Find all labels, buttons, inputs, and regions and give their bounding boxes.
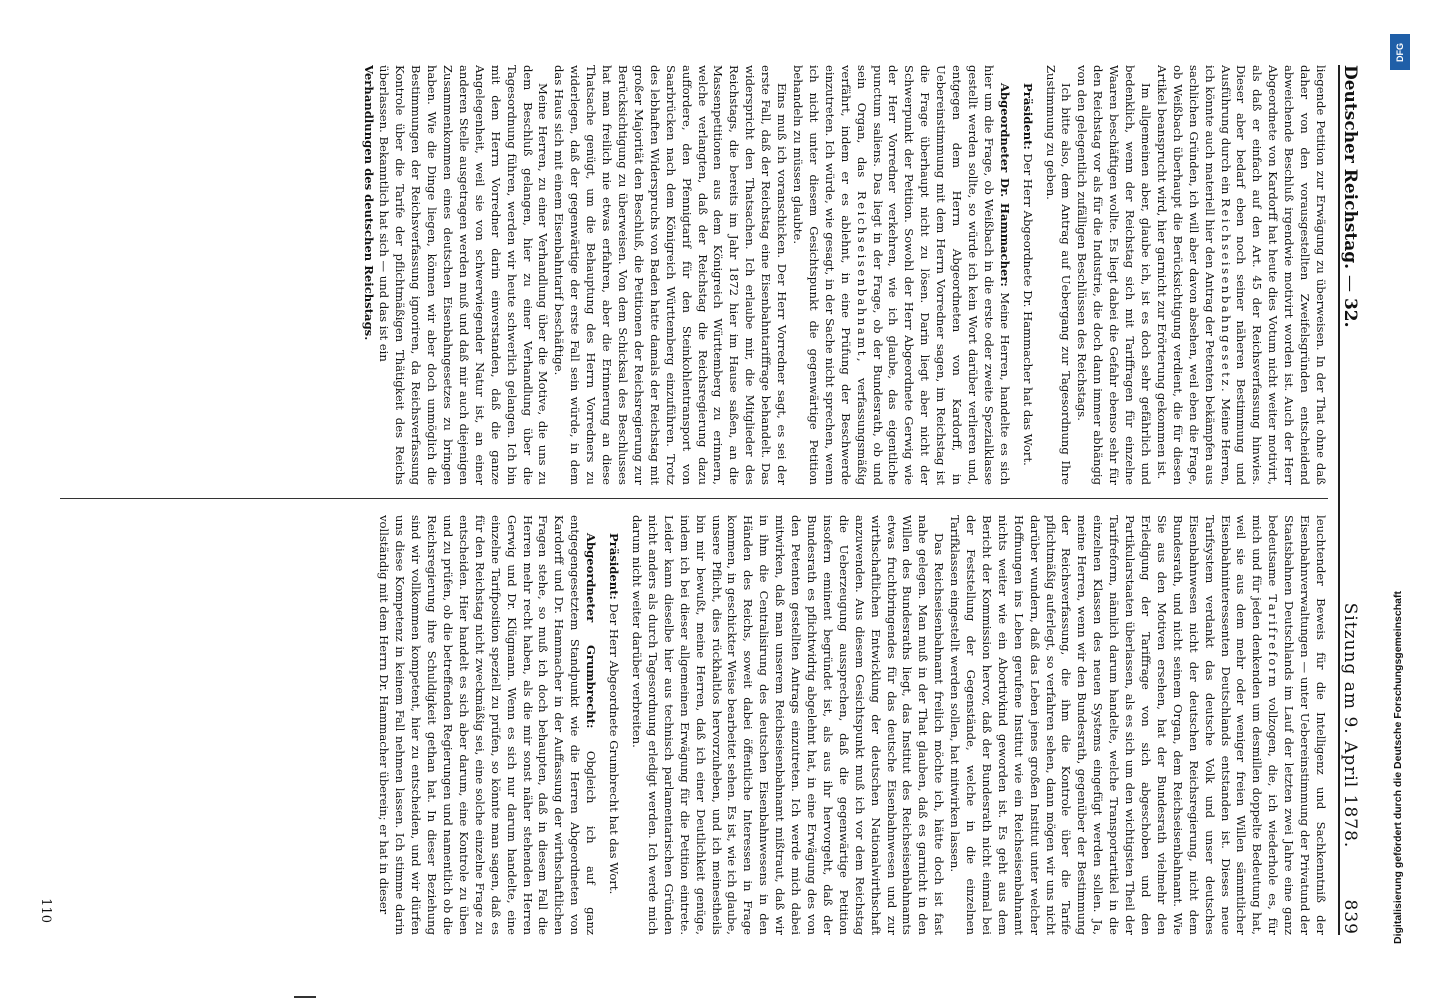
speaker-label: Präsident: — [607, 533, 622, 600]
volume-footer: Verhandlungen des deutschen Reichstags. — [361, 65, 376, 341]
right-column — [60, 515, 1328, 935]
speaker-label: Präsident: — [1020, 83, 1035, 150]
spaced-term: Reichseisenbahngesetz. — [1218, 198, 1233, 395]
speaker-paragraph: Abgeordneter Dr. Hammacher: Meine Herren, handelte es sich hier um die Frage, ob Weißbach in die erste oder zweite Spezialklasse gestellt werden sollte, so würde ich kein Wort darüber verlieren und, entgegen dem Herrn Abgeordneten von Kardorff, in Uebereinstimmung mit dem Herrn Vorredner sagen, im Reichstag ist die Frage überhaupt nicht zu lösen. Darin liegt aber nicht der Schwerpunkt der Petition. Sowohl der Herr Abgeordnete Gerwig wie der Herr Vorredner verkehren, wie ich glaube, das eigentliche punctum saliens. Das liegt in der Frage, ob der Bundesrath, ob und sein Organ, das Reichseisenbahnamt, verfassungsmäßig verfährt, indem er es ablehnt, in eine Prüfung der Beschwerde einzutreten. Ich würde, wie gesagt, in der Sache nicht sprechen, wenn ich nicht unter diesem Gesichtspunkt die gegenwärtige Petition behandeln zu müssen glaubte. — [791, 65, 1012, 485]
page-number: 839 — [1340, 899, 1360, 935]
page-header — [1338, 65, 1384, 935]
journal-title: Deutscher Reichstag. — [1340, 65, 1360, 270]
paragraph: Das Reichseisenbahnamt freilich möchte ich, hätte doch ist fast nahe gelegen. Man muß in der That glauben, daß es garnicht in den Willen des Bundesraths liegt, das Institut des Reichseisenbahnamts etwas fruchtbringendes für das deutsche Eisenbahnwesen und zur wirthschaftlichen Entwicklung der deutschen Nationalwirthschaft anzuwenden. Aus diesem Gesichtspunkt muß ich vor dem Reichstag die Ueberzeugung aussprechen, daß die gegenwärtige Petition insofern eminent begründet ist, als aus ihr hervorgeht, daß der Bundesrath es pflichtwidrig abgelehnt hat, in eine Erwägung des von den Petenten gestellten Antrags einzutreten. Ich werde mich dabei mitwirken, daß man unserem Reichseisenbahnamt mißtraut, daß wir in ihm die Centralisirung des deutschen Eisenbahnwesens in den Händen des Reichs, soweit dabei öffentliche Interessen in Frage kommen, in geschickter Weise bearbeitet sehen. Es ist, wie ich glaube, unsere Pflicht, dies rückhaltlos hervorzuheben, und ich meinestheils bin mir bewußt, meine Herren, daß ich einer Deutlichkeit genüge, indem ich bei dieser allgemeinen Erwägung für die Petition eintrete. Leider kann dieselbe hier aus technisch parlamentarischen Gründen nicht anders als durch Tagesordnung erledigt werden. Ich werde mich darum nicht weiter darüber verbreiten. — [630, 515, 947, 935]
spaced-term: Tarifreform — [1266, 594, 1281, 690]
header-separator: — — [1340, 275, 1360, 293]
sitting-date: Sitzung am 9. April 1878. — [1340, 602, 1360, 849]
sitting-number: 32. — [1340, 297, 1360, 328]
scanned-page — [30, 25, 1402, 975]
paragraph: Im allgemeinen aber, glaube ich, ist es doch sehr gefährlich und bedenklich, wenn der Reichstag sich mit Tariffragen für einzelne Waaren beschäftigen wollte. Es liegt dabei die Gefahr ebenso sehr für den Reichstag vor als für die Industrie, die doch dann immer abhängig von den gelegentlich zufälligen Beschlüssen des Reichstags. — [1075, 65, 1154, 485]
column-divider — [60, 498, 1328, 499]
header-right — [1340, 603, 1360, 935]
speaker-label: Abgeordneter Grumbrecht: — [584, 533, 599, 729]
speaker-paragraph: Präsident: Der Herr Abgeordnete Dr. Hammacher hat das Wort. — [1020, 83, 1035, 466]
header-left — [1340, 65, 1360, 328]
speaker-paragraph: Präsident: Der Herr Abgeordnete Grumbrecht hat das Wort. — [607, 533, 622, 895]
speaker-label: Abgeordneter Dr. Hammacher: — [997, 83, 1012, 287]
paragraph: Eins muß ich voranschicken. Der Herr Vorredner sagt, es sei der erste Fall, daß der Reichstag eine Eisenbahntariffrage behandelt. Das widerspricht den Thatsachen. Ich erlaube mir, die Mitglieder des Reichstags, die bereits im Jahr 1872 hier im Hause saßen, an die Massenpetitionen aus dem Königreich Württemberg zu erinnern, welche verlangten, daß der Reichstag die Reichsregierung dazu auffordere, den Pfennigtarif für den Steinkohlentransport von Saarbrücken nach dem Königreich Württemberg einzuführen. Trotz des lebhaften Widerspruchs von Baden hatte damals der Reichstag mit großer Majorität den Beschluß, die Petitionen der Reichsregierung zur Berücksichtigung zu überweisen. Von dem Schicksal des Beschlusses hat man freilich nie etwas erfahren, aber die Erinnerung an diese Thatsache genügt, um die Behauptung des Herrn Vorredners zu widerlegen, daß der gegenwärtige der erste Fall sein würde, in dem das Haus sich mit einem Eisenbahntarif beschäftige. — [552, 65, 790, 485]
dfg-logo-icon: DFG — [1390, 34, 1410, 70]
margin-mark — [294, 996, 316, 998]
paragraph: Ich bitte also, dem Antrag auf Uebergang zur Tagesordnung Ihre Zustimmung zu geben. — [1043, 65, 1074, 485]
speaker-paragraph: Abgeordneter Grumbrecht: Obgleich ich auf ganz entgegengesetztem Standpunkt wie die Herren Abgeordneten von Kardorff und Dr. Hammacher in der Auffassung der wirthschaftlichen Fragen stehe, so muß ich doch behaupten, daß in diesem Fall die Herren mehr recht haben, als die mir sonst näher stehenden Herren Gerwig und Dr. Klügmann. Wenn es sich nur darum handelte, eine einzelne Tarifposition speziell zu prüfen, so könnte man sagen, daß es für den Reichstag nicht zweckmäßig sei, eine solche einzelne Frage zu entscheiden. Hier handelt es sich aber darum, eine Kontrole zu üben und zu prüfen, ob die betreffenden Regierungen und namentlich ob die Reichsregierung ihre Schuldigkeit gethan hat. In dieser Beziehung sind wir vollkommen kompetent, hier zu entscheiden, und wir dürfen uns diese Kompetenz in keinem Fall nehmen lassen. Ich stimme darin vollständig mit dem Herrn Dr. Hammacher überein; er hat in dieser — [377, 515, 599, 935]
paragraph: liegende Petition zur Erwägung zu überweisen. In der That ohne daß daher von den vorausgestellten Zweifelsgründen entscheidend abweichende Beschluß irgendwie motivirt worden ist. Auch der Herr Abgeordnete von Kardorff hat heute dies Votum nicht weiter motivirt, als daß er einfach auf den Art. 45 der Reichsverfassung hinwies. Dieser aber bedarf eben noch seiner näheren Bestimmung und Ausführung durch ein Reichseisenbahngesetz. Meine Herren, ich könnte auch materiell hier den Antrag der Petenten bekämpfen aus sachlichen Gründen, ich will aber davon absehen, weil eben die Frage, ob Weißbach überhaupt die Berücksichtigung verdient, die für diesen Artikel beansprucht wird, hier garnicht zur Erörterung gekommen ist. — [1154, 65, 1328, 485]
left-column — [60, 65, 1328, 485]
digitization-credit — [1380, 24, 1420, 984]
paragraph: Meine Herren, zu einer Verhandlung über die Motive, die uns zu dem Beschluß gelangen, hier zu einer Verhandlung über die Tagesordnung führen, werden wir heute schwerlich gelangen. Ich bin mit dem Herrn Vorredner darin einverstanden, daß die ganze Angelegenheit, weil sie von schwerwiegender Natur ist, an einer anderen Stelle ausgetragen werden muß und daß mir auch diejenigen Zusammenkommen eines deutschen Eisenbahngesetzes zu bringen haben. Wie die Dinge liegen, können wir aber doch unmöglich die Bestimmungen der Reichsverfassung ignoriren, da Reichsverfassung Kontrole über die Tarife der pflichtmäßigen Thätigkeit des Reichs überlassen. Bekanntlich hat sich — und das ist ein — [377, 65, 551, 485]
spaced-term: Reichseisenbahnamt, — [854, 191, 869, 365]
page-mark: 110 — [38, 898, 53, 923]
credit-text: Digitalisierung gefördert durch die Deutsche Forschungsgemeinschaft — [1392, 591, 1404, 944]
paragraph: leuchtender Beweis für die Intelligenz und Sachkenntniß der Eisenbahnverwaltungen — unter Uebereinstimmung der Privatund der Staatsbahnen Deutschlands im Lauf der letzten zwei Jahre eine ganz bedeutsame Tarifreform vollzogen, die, ich wiederhole es, für mich und für jeden denkenden um desmillen doppelte Bedeutung hat, weil sie aus dem mehr oder weniger freien Willen sämmtlicher Eisenbahninteressenten Deutschlands entstanden ist. Dieses neue Tarifsystem verdankt das deutsche Volk und unser deutsches Eisenbahnwesen nicht der deutschen Reichsregierung, nicht dem Bundesrath, und nicht seinem Organ, dem Reichseisenbahnamt. Wie Sie aus den Motiven ersehen, hat der Bundesrath vielmehr den Erledigung der Tariffrage von sich abgeschoben und den Partikularstaaten überlassen, als es sich um den wichtigsten Theil der Tarifreform, nämlich darum handelte, welche Transportartikel in die einzelnen Klassen des neuen Systems eingefügt werden sollen. Ja, meine Herren, wenn wir den Bundesrath, gegenüber der Bestimmung der Reichsverfassung, die ihm die Kontrole über die Tarife pflichtmäßig auferlegt, so verfahren sehen, dann mögen wir uns nicht darüber wundern, daß das Leben jenes großen Institut unter welcher Hoffnungen ins Leben gerufene Institut wie ein Reichseisenbahnamt nichts weiter wie ein Abortivkind geworden ist. Es geht aus dem Bericht der Kommission hervor, daß der Bundesrath nicht einmal bei der Feststellung der Gegenstände, welche in die einzelnen Tarifklassen eingestellt werden sollen, hat mitwirken lassen. — [948, 515, 1328, 935]
